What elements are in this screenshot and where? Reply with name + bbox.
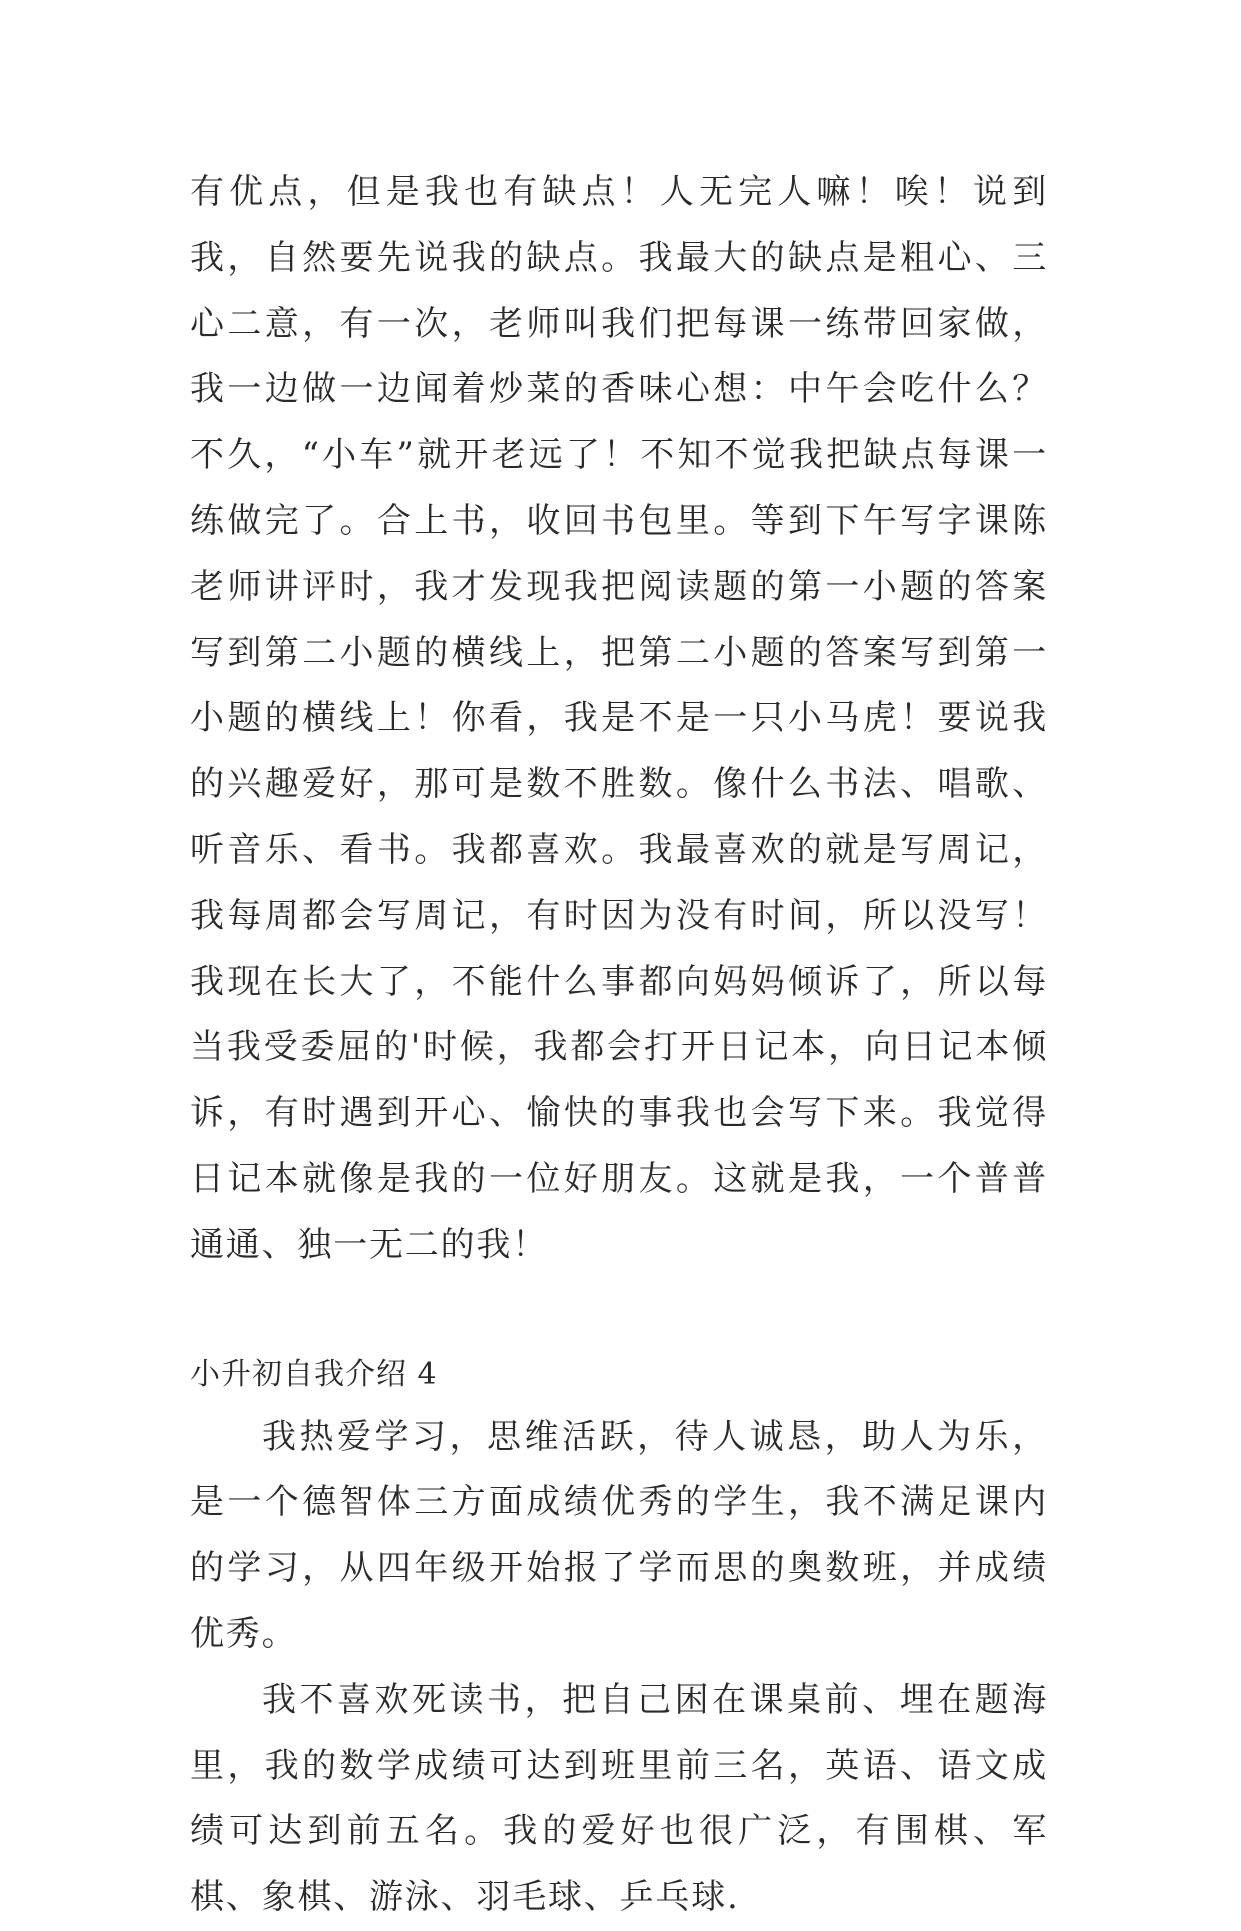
section-paragraph-2: 我不喜欢死读书，把自己困在课桌前、埋在题海里，我的数学成绩可达到班里前三名，英语、语文成绩可达到前五名。我的爱好也很广泛，有围棋、军棋、象棋、游泳、羽毛球、乒乓球. [190,1679,1048,1918]
section-paragraph-1: 我热爱学习，思维活跃，待人诚恳，助人为乐，是一个德智体三方面成绩优秀的学生，我不满足课内的学习，从四年级开始报了学而思的奥数班，并成绩优秀。 [190,1416,1048,1654]
continued-paragraph: 有优点，但是我也有缺点！人无完人嘛！唉！说到我，自然要先说我的缺点。我最大的缺点是粗心、三心二意，有一次，老师叫我们把每课一练带回家做，我一边做一边闻着炒菜的香味心想：中午会吃什么？不久，“小车”就开老远了！不知不觉我把缺点每课一练做完了。合上书，收回书包里。等到下午写字课陈老师讲评时，我才发现我把阅读题的第一小题的答案写到第二小题的横线上，把第二小题的答案写到第一小题的横线上！你看，我是不是一只小马虎！要说我的兴趣爱好，那可是数不胜数。像什么书法、唱歌、听音乐、看书。我都喜欢。我最喜欢的就是写周记，我每周都会写周记，有时因为没有时间，所以没写！我现在长大了，不能什么事都向妈妈倾诉了，所以每当我受委屈的'时候，我都会打开日记本，向日记本倾诉，有时遇到开心、愉快的事我也会写下来。我觉得日记本就像是我的一位好朋友。这就是我，一个普普通通、独一无二的我！ [190,172,1048,1265]
section-heading: 小升初自我介绍 4 [190,1356,438,1392]
document-body [190,160,1048,1931]
section-spacer [190,1279,1048,1345]
